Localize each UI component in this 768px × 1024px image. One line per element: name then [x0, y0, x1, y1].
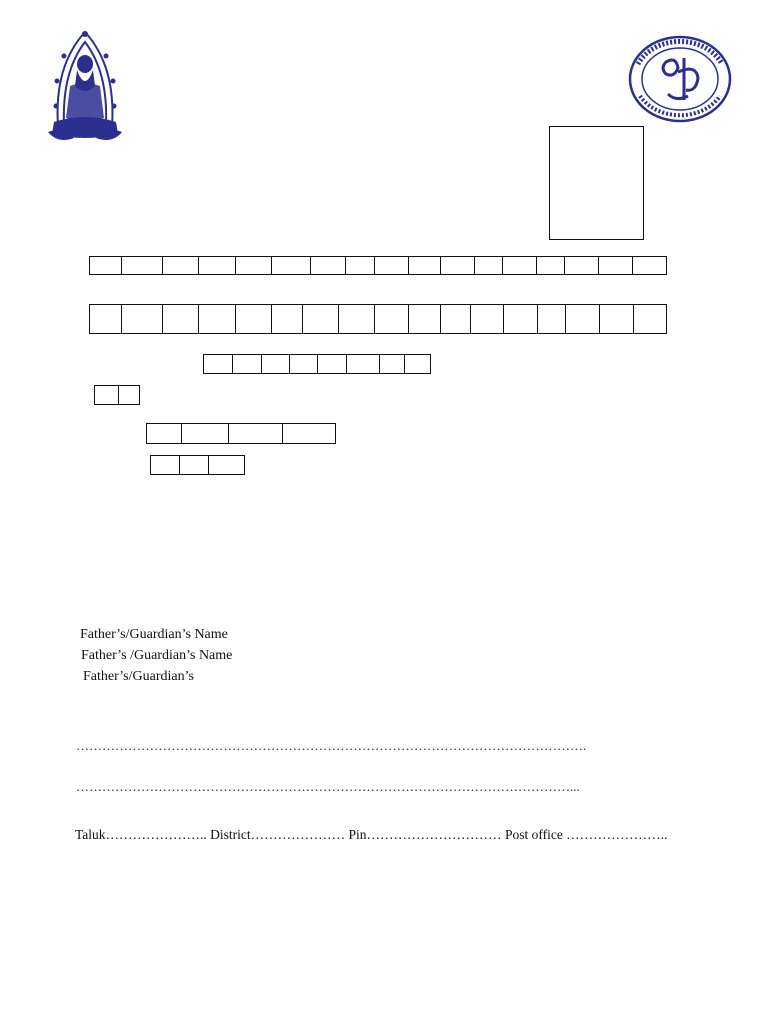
district-field[interactable]: District………………… — [210, 827, 346, 842]
char-box[interactable] — [374, 304, 408, 334]
char-box[interactable] — [146, 423, 181, 444]
name-box-row-1 — [89, 256, 667, 275]
char-box[interactable] — [338, 304, 374, 334]
char-box[interactable] — [633, 304, 667, 334]
char-box[interactable] — [232, 354, 261, 374]
char-box[interactable] — [181, 423, 228, 444]
char-box[interactable] — [208, 455, 245, 475]
char-box[interactable] — [261, 354, 289, 374]
char-box[interactable] — [317, 354, 346, 374]
age-box-row — [150, 455, 245, 475]
post-office-field[interactable]: Post office ………………….. — [504, 827, 668, 842]
guardian-label-3: Father’s/Guardian’s — [83, 669, 194, 684]
guardian-name-label: Father’s/Guardian’s Name — [80, 627, 228, 642]
char-box[interactable] — [289, 354, 317, 374]
address-line-1[interactable]: ………………………………………………………………………………………………………. — [76, 738, 587, 753]
char-box[interactable] — [537, 304, 565, 334]
char-box[interactable] — [346, 354, 379, 374]
char-box[interactable] — [235, 304, 271, 334]
name-box-row-2 — [89, 304, 667, 334]
char-box[interactable] — [536, 256, 564, 275]
char-box[interactable] — [89, 304, 121, 334]
university-seal-icon — [626, 34, 734, 124]
short-box-row — [94, 385, 140, 405]
char-box[interactable] — [345, 256, 374, 275]
char-box[interactable] — [474, 256, 502, 275]
address-line-2[interactable]: ……………………………………………………………………………………………………... — [76, 779, 580, 794]
char-box[interactable] — [404, 354, 431, 374]
char-box[interactable] — [271, 304, 302, 334]
char-box[interactable] — [564, 256, 598, 275]
char-box[interactable] — [198, 256, 235, 275]
saint-emblem-icon — [44, 26, 126, 148]
char-box[interactable] — [121, 256, 162, 275]
char-box[interactable] — [162, 256, 198, 275]
char-box[interactable] — [282, 423, 336, 444]
guardian-name-label-2: Father’s /Guardian’s Name — [81, 648, 233, 663]
char-box[interactable] — [310, 256, 345, 275]
char-box[interactable] — [89, 256, 121, 275]
char-box[interactable] — [503, 304, 537, 334]
char-box[interactable] — [470, 304, 503, 334]
char-box[interactable] — [150, 455, 179, 475]
date-box-row — [146, 423, 336, 444]
char-box[interactable] — [632, 256, 667, 275]
char-box[interactable] — [118, 385, 140, 405]
char-box[interactable] — [302, 304, 338, 334]
char-box[interactable] — [408, 304, 440, 334]
char-box[interactable] — [374, 256, 408, 275]
char-box[interactable] — [121, 304, 162, 334]
char-box[interactable] — [271, 256, 310, 275]
char-box[interactable] — [408, 256, 440, 275]
char-box[interactable] — [379, 354, 404, 374]
address-footer — [75, 827, 667, 843]
char-box[interactable] — [203, 354, 232, 374]
pin-field[interactable]: Pin………………………… — [348, 827, 502, 842]
char-box[interactable] — [198, 304, 235, 334]
number-box-row — [203, 354, 431, 374]
char-box[interactable] — [179, 455, 208, 475]
char-box[interactable] — [440, 256, 474, 275]
char-box[interactable] — [94, 385, 118, 405]
char-box[interactable] — [598, 256, 632, 275]
char-box[interactable] — [228, 423, 282, 444]
taluk-field[interactable]: Taluk………………….. — [75, 827, 207, 842]
photo-box — [549, 126, 644, 240]
char-box[interactable] — [502, 256, 536, 275]
char-box[interactable] — [440, 304, 470, 334]
char-box[interactable] — [162, 304, 198, 334]
char-box[interactable] — [599, 304, 633, 334]
char-box[interactable] — [565, 304, 599, 334]
char-box[interactable] — [235, 256, 271, 275]
